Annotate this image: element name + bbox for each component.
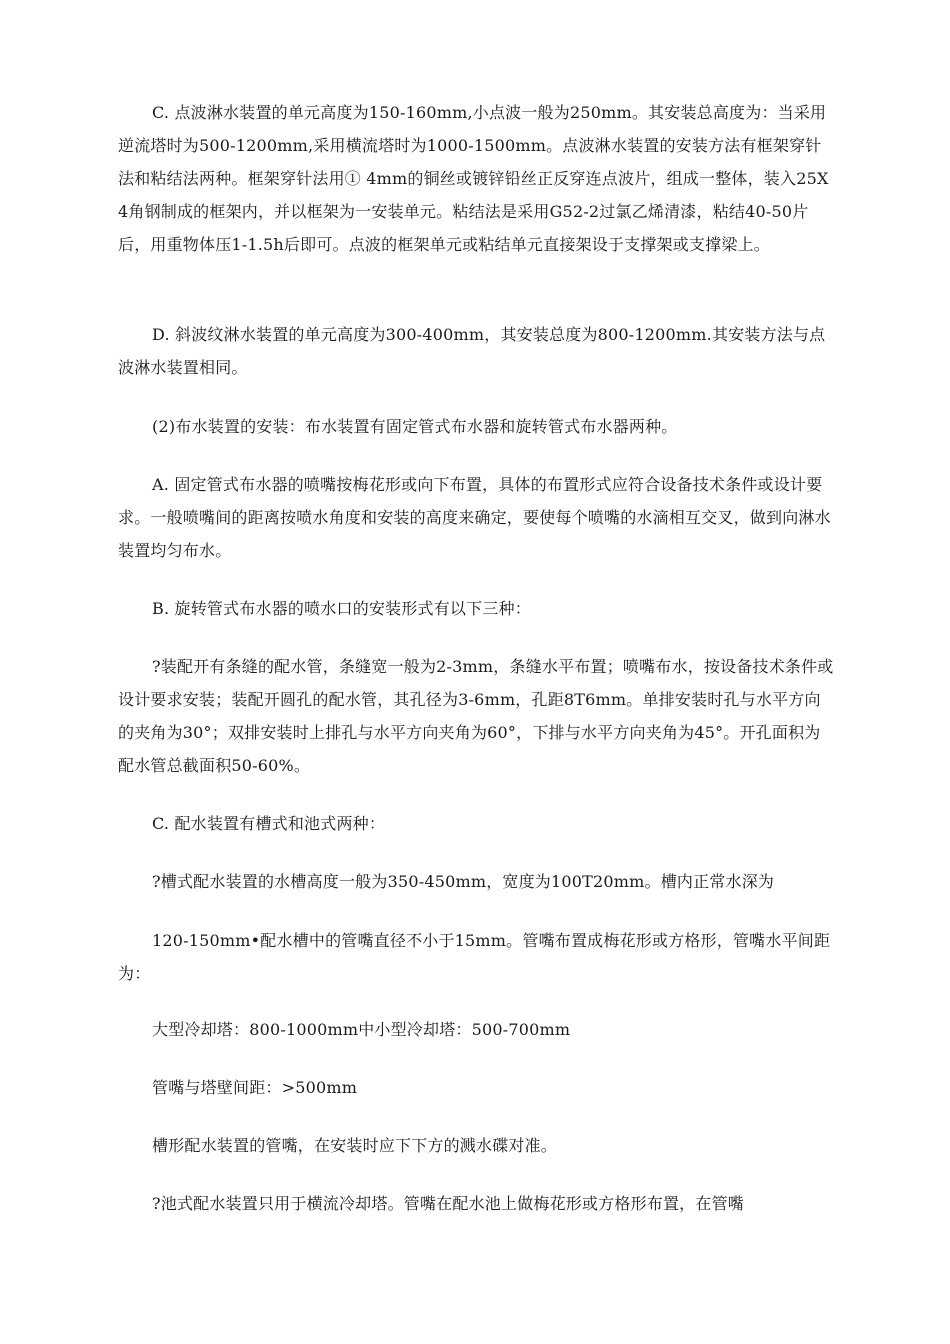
paragraph-b-rotating-pipe: B. 旋转管式布水器的喷水口的安装形式有以下三种：: [152, 599, 531, 618]
paragraph-a-fixed-pipe: A. 固定管式布水器的喷嘴按梅花形或向下布置，具体的布置形式应符合设备技术条件或设计要求。一般喷嘴间的距离按喷水角度和安装的高度来确定，要使每个喷嘴的水滴相互交叉，做到向淋水装置均匀布水。: [118, 475, 831, 560]
paragraph-trough-type: ?槽式配水装置的水槽高度一般为350-450mm，宽度为100T20mm。槽内正常水深为: [152, 872, 775, 891]
paragraph-trough-nozzle: 槽形配水装置的管嘴，在安装时应下下方的溅水碟对准。: [152, 1136, 558, 1155]
paragraph-nozzle-spacing: 120-150mm•配水槽中的管嘴直径不小于15mm。管嘴布置成梅花形或方格形，管嘴水平间距为：: [118, 931, 831, 983]
paragraph-water-distribution-install: (2)布水装置的安装：布水装置有固定管式布水器和旋转管式布水器两种。: [152, 417, 678, 436]
paragraph-pool-type: ?池式配水装置只用于横流冷却塔。管嘴在配水池上做梅花形或方格形布置，在管嘴: [152, 1194, 744, 1213]
paragraph-d-inclined-wave: D. 斜波纹淋水装置的单元高度为300-400mm，其安装总度为800-1200mm.其安装方法与点波淋水装置相同。: [118, 325, 826, 377]
paragraph-wall-distance: 管嘴与塔壁间距：>500mm: [152, 1078, 358, 1097]
paragraph-slot-pipe: ?装配开有条缝的配水管，条缝宽一般为2-3mm，条缝水平布置；喷嘴布水，按设备技术条件或设计要求安装；装配开圆孔的配水管，其孔径为3-6mm，孔距8T6mm。单排安装时孔与水平方向的夹角为30°；双排安装时上排孔与水平方向夹角为60°，下排与水平方向夹角为45°。开孔面积为配水管总截面积50-60%。: [118, 657, 834, 775]
paragraph-c-point-wave: C. 点波淋水装置的单元高度为150-160mm,小点波一般为250mm。其安装总高度为：当采用逆流塔时为500-1200mm,采用横流塔时为1000-1500mm。点波淋水装置的安装方法有框架穿针法和粘结法两种。框架穿针法用① 4mm的铜丝或镀锌铅丝正反穿连点波片，组成一整体，装入25X4角钢制成的框架内，并以框架为一安装单元。粘结法是采用G52-2过氯乙烯清漆，粘结40-50片后，用重物体压1-1.5h后即可。点波的框架单元或粘结单元直接架设于支撑架或支撑梁上。: [118, 103, 829, 254]
paragraph-tower-sizes: 大型冷却塔：800-1000mm中小型冷却塔：500-700mm: [152, 1020, 571, 1039]
paragraph-c-distribution-types: C. 配水装置有槽式和池式两种：: [152, 814, 386, 833]
